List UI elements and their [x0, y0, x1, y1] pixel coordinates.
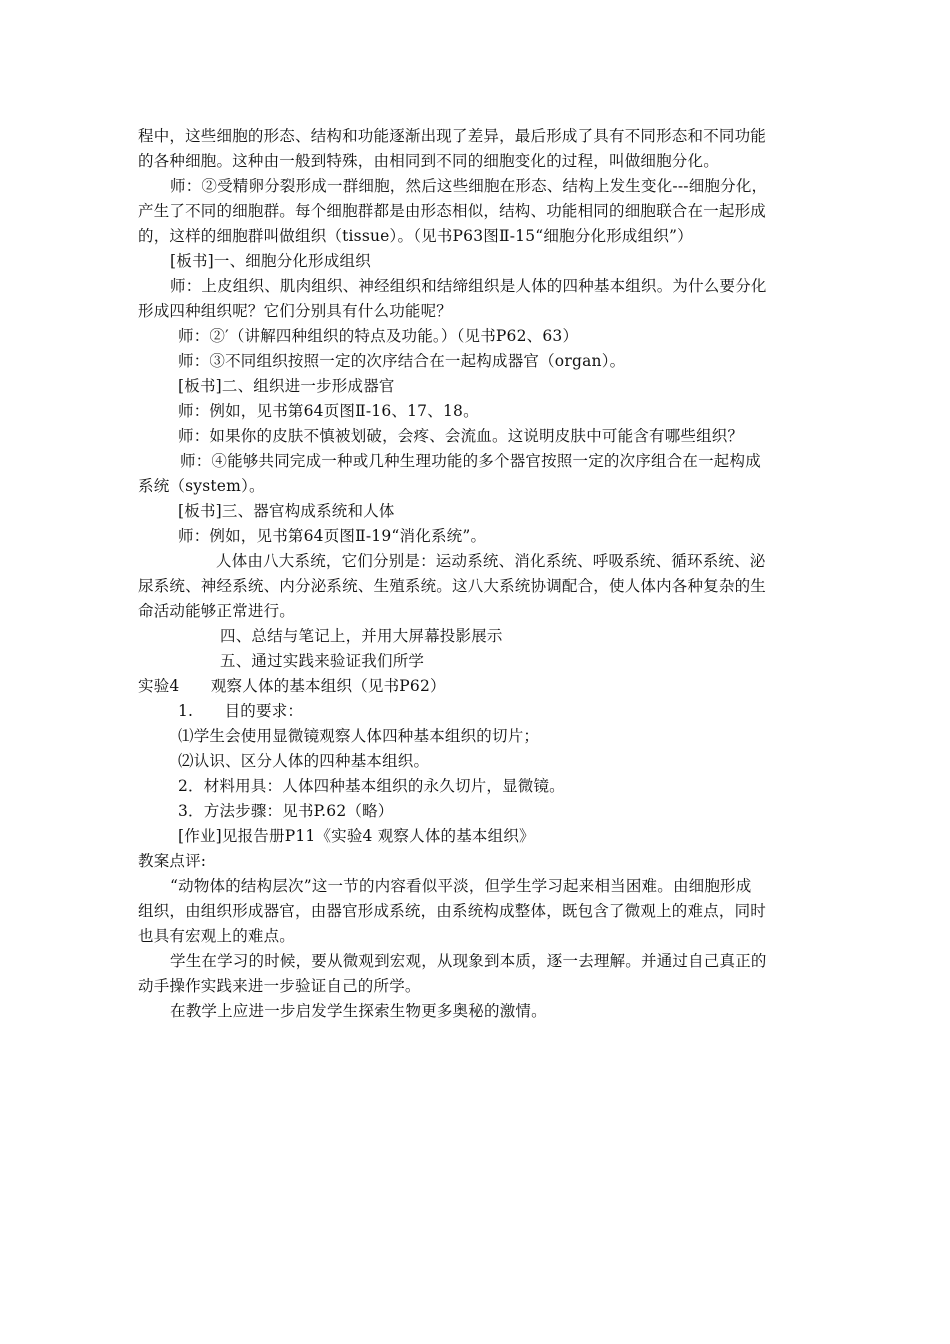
text-line: 师：②受精卵分裂形成一群细胞，然后这些细胞在形态、结构上发生变化---细胞分化， — [170, 177, 768, 195]
text-line: 也具有宏观上的难点。 — [138, 927, 296, 945]
list-item: ⑴学生会使用显微镜观察人体四种基本组织的切片； — [178, 727, 540, 745]
text-line: 命活动能够正常进行。 — [138, 602, 296, 620]
text-line: 尿系统、神经系统、内分泌系统、生殖系统。这八大系统协调配合，使人体内各种复杂的生 — [138, 577, 767, 595]
review-heading: 教案点评: — [138, 852, 207, 870]
text-line: 师：④能够共同完成一种或几种生理功能的多个器官按照一定的次序组合在一起构成 — [180, 452, 761, 470]
text-line: 组织，由组织形成器官，由器官形成系统，由系统构成整体，既包含了微观上的难点，同时 — [138, 902, 767, 920]
text-line: 产生了不同的细胞群。每个细胞群都是由形态相似，结构、功能相同的细胞联合在一起形成 — [138, 202, 767, 220]
experiment-title: 实验4 观察人体的基本组织（见书P62） — [138, 677, 446, 695]
section-heading: 四、总结与笔记上，并用大屏幕投影展示 — [220, 627, 503, 645]
text-line: 程中，这些细胞的形态、结构和功能逐渐出现了差异，最后形成了具有不同形态和不同功能 — [138, 127, 767, 145]
text-line: 的各种细胞。这种由一般到特殊，由相同到不同的细胞变化的过程，叫做细胞分化。 — [138, 152, 719, 170]
text-line: 师：上皮组织、肌肉组织、神经组织和结缔组织是人体的四种基本组织。为什么要分化 — [170, 277, 767, 295]
text-line: 师：②′（讲解四种组织的特点及功能。）（见书P62、63） — [178, 327, 579, 345]
list-item: 2．材料用具：人体四种基本组织的永久切片，显微镜。 — [178, 777, 565, 795]
text-line: 师：例如，见书第64页图Ⅱ-16、17、18。 — [178, 402, 479, 420]
board-heading: [板书]二、组织进一步形成器官 — [178, 377, 395, 395]
text-line: 师：③不同组织按照一定的次序结合在一起构成器官（organ）。 — [178, 352, 626, 370]
text-line: 动手操作实践来进一步验证自己的所学。 — [138, 977, 421, 995]
list-item: ⑵认识、区分人体的四种基本组织。 — [178, 752, 430, 770]
text-line: 的，这样的细胞群叫做组织（tissue）。（见书P63图Ⅱ-15“细胞分化形成组织”） — [138, 227, 693, 245]
text-line: 形成四种组织呢？它们分别具有什么功能呢？ — [138, 302, 453, 320]
list-item: 3．方法步骤：见书P.62（略） — [178, 802, 394, 820]
homework-line: [作业]见报告册P11《实验4 观察人体的基本组织》 — [178, 827, 535, 845]
text-line: “动物体的结构层次”这一节的内容看似平淡，但学生学习起来相当困难。由细胞形成 — [170, 877, 752, 895]
board-heading: [板书]一、细胞分化形成组织 — [170, 252, 371, 270]
text-line: 学生在学习的时候，要从微观到宏观，从现象到本质，逐一去理解。并通过自己真正的 — [170, 952, 767, 970]
text-line: 师：例如，见书第64页图Ⅱ-19“消化系统”。 — [178, 527, 487, 545]
board-heading: [板书]三、器官构成系统和人体 — [178, 502, 395, 520]
list-item: 1. 目的要求： — [178, 702, 304, 720]
text-line: 系统（system）。 — [138, 477, 265, 495]
text-line: 师：如果你的皮肤不慎被划破，会疼、会流血。这说明皮肤中可能含有哪些组织？ — [178, 427, 744, 445]
section-heading: 五、通过实践来验证我们所学 — [220, 652, 425, 670]
text-line: 人体由八大系统，它们分别是：运动系统、消化系统、呼吸系统、循环系统、泌 — [216, 552, 766, 570]
text-line: 在教学上应进一步启发学生探索生物更多奥秘的激情。 — [170, 1002, 547, 1020]
